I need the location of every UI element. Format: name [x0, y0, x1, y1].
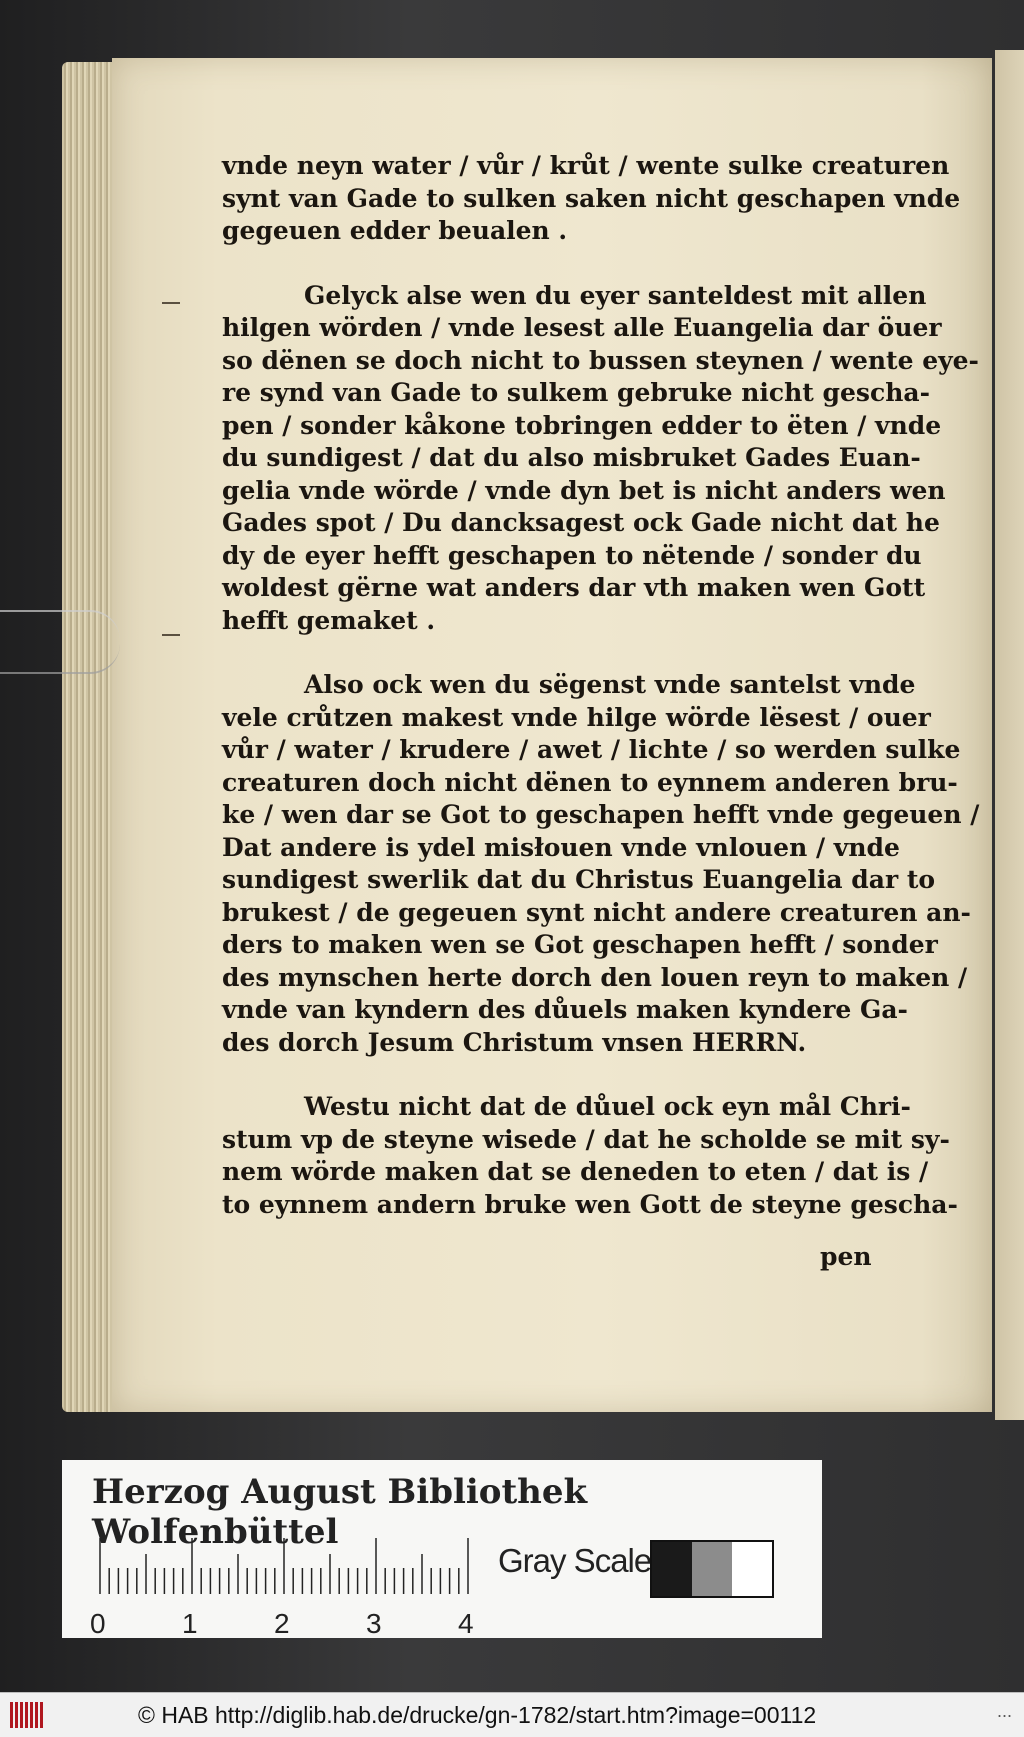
gray-patch: [732, 1542, 772, 1596]
paragraph: [222, 150, 961, 248]
text-line: ke / wen dar se Got to geschapen hefft vnde gegeuen /: [222, 800, 980, 829]
library-title: Herzog August Bibliothek Wolfenbüttel: [92, 1472, 588, 1552]
text-line: vele crůtzen makest vnde hilge wörde lësest / ouer: [222, 702, 931, 732]
text-line: gegeuen edder beualen .: [222, 216, 568, 245]
ruler-number: 1: [182, 1608, 198, 1639]
gray-patch: [652, 1542, 692, 1596]
text-line: vnde van kyndern des důuels maken kyndere Ga-: [222, 995, 908, 1024]
text-line: vnde neyn water / vůr / krůt / wente sulke creaturen: [222, 151, 950, 180]
text-line: creaturen doch nicht dënen to eynnem anderen bru-: [222, 767, 958, 797]
more-menu-button[interactable]: ...: [996, 1701, 1012, 1721]
text-line: Gelyck alse wen du eyer santeldest mit allen: [304, 280, 927, 310]
footer-bar: [0, 1692, 1024, 1737]
text-line: des dorch Jesum Christum vnsen HERRN.: [222, 1027, 807, 1057]
text-line: dy de eyer hefft geschapen to nëtende / sonder du: [222, 540, 922, 570]
paragraph: [222, 280, 979, 638]
text-line: du sundigest / dat du also misbruket Gades Euan-: [222, 443, 921, 472]
text-line: hefft gemaket .: [222, 605, 436, 635]
ruler-number: 2: [274, 1608, 290, 1639]
page-text: [222, 150, 980, 1253]
ruler-ticks: [98, 1538, 478, 1594]
text-line: vůr / water / krudere / awet / lichte / so werden sulke: [222, 735, 961, 764]
text-line: woldest gërne wat anders dar vth maken wen Gott: [222, 573, 926, 602]
text-line: synt van Gade to sulken saken nicht geschapen vnde: [222, 183, 961, 213]
text-line: nem wörde maken dat se deneden to eten / dat is /: [222, 1157, 929, 1186]
page-clip: [0, 610, 120, 674]
gray-patch: [692, 1542, 732, 1596]
text-line: Dat andere is ydel misłouen vnde vnlouen / vnde: [222, 832, 900, 862]
gray-scale-label: Gray Scale: [498, 1542, 652, 1579]
facing-page-edge: [995, 50, 1024, 1420]
catchword: pen: [820, 1242, 872, 1271]
gray-scale-patches: [650, 1540, 774, 1598]
text-line: Also ock wen du sëgenst vnde santelst vnde: [304, 670, 916, 699]
text-line: hilgen wörden / vnde lesest alle Euangelia dar öuer: [222, 313, 942, 342]
text-line: so dënen se doch nicht to bussen steynen / wente eye-: [222, 345, 979, 375]
paragraph: [222, 669, 980, 1059]
margin-mark: [162, 302, 180, 304]
ruler-number: 0: [90, 1608, 106, 1639]
text-line: gelia vnde wörde / vnde dyn bet is nicht anders wen: [222, 475, 946, 505]
text-line: stum vp de steyne wisede / dat he scholde se mit sy-: [222, 1124, 950, 1154]
ruler-number: 3: [366, 1608, 382, 1639]
text-line: to eynnem andern bruke wen Gott de steyne gescha-: [222, 1189, 958, 1219]
text-line: des mynschen herte dorch den louen reyn to maken /: [222, 962, 968, 992]
text-line: Westu nicht dat de důuel ock eyn mål Chri-: [304, 1092, 911, 1121]
text-line: brukest / de gegeuen synt nicht andere creaturen an-: [222, 897, 971, 927]
margin-mark: [162, 634, 180, 636]
ruler-number: 4: [458, 1608, 474, 1639]
copyright-link[interactable]: © HAB http://diglib.hab.de/drucke/gn-1782/start.htm?image=00112: [138, 1702, 817, 1728]
hab-logo-icon: [10, 1702, 44, 1728]
text-line: pen / sonder kåkone tobringen edder to ëten / vnde: [222, 410, 942, 440]
text-line: re synd van Gade to sulkem gebruke nicht gescha-: [222, 378, 930, 407]
text-line: ders to maken wen se Got geschapen hefft / sonder: [222, 930, 938, 959]
text-line: sundigest swerlik dat du Christus Euangelia dar to: [222, 865, 936, 894]
paragraph: [222, 1091, 958, 1221]
color-ruler-card: [62, 1460, 822, 1638]
text-line: Gades spot / Du dancksagest ock Gade nicht dat he: [222, 508, 940, 537]
